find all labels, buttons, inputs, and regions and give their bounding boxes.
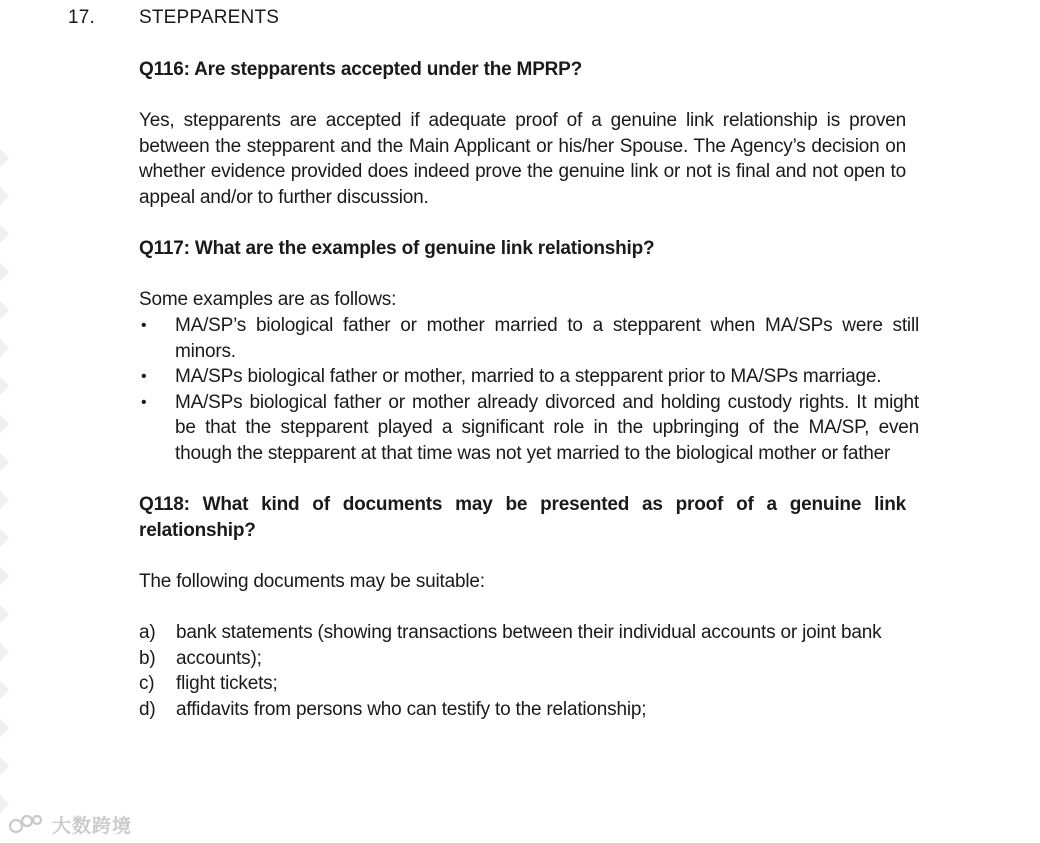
intro-q118: The following documents may be suitable:	[139, 570, 485, 592]
examples-list	[139, 313, 919, 467]
section-title: STEPPARENTS	[139, 7, 280, 28]
bullet-icon: •	[141, 393, 147, 411]
question-q118: Q118: What kind of documents may be presented as proof of a genuine link relationship?	[139, 494, 906, 541]
answer-q116: Yes, stepparents are accepted if adequate proof of a genuine link relationship is proven between the stepparent and the Main Applicant or his/her Spouse. The Agency’s decision on whether evidence provided does indeed prove the genuine link or not is final and not open to appeal and/or to further discussion.	[139, 110, 906, 208]
list-item-text: MA/SPs biological father or mother already divorced and holding custody rights. It might be that the stepparent played a significant role in the upbringing of the MA/SP, even though the stepparent at that time was not yet married to the biological mother or father	[175, 391, 919, 464]
bullet-icon: •	[141, 368, 147, 386]
list-item-text: MA/SPs biological father or mother, married to a stepparent prior to MA/SPs marriage.	[175, 366, 882, 388]
watermark	[8, 810, 132, 838]
documents-list	[139, 620, 906, 722]
watermark-logo-icon	[8, 812, 48, 836]
document-content	[139, 57, 919, 722]
bullet-icon: •	[141, 316, 147, 334]
list-marker: a)	[139, 622, 156, 644]
list-marker: d)	[139, 698, 156, 720]
list-item-text: affidavits from persons who can testify to the relationship;	[176, 698, 647, 720]
list-item	[139, 364, 919, 390]
list-item	[139, 697, 906, 723]
list-item	[139, 313, 919, 364]
list-item-text: accounts);	[176, 647, 262, 669]
list-item	[139, 620, 906, 646]
list-item-text: flight tickets;	[176, 673, 278, 695]
list-item	[139, 646, 906, 672]
list-item	[139, 671, 906, 697]
question-q117: Q117: What are the examples of genuine link relationship?	[139, 238, 655, 260]
question-q116: Q116: Are stepparents accepted under the MPRP?	[139, 59, 583, 80]
intro-q117: Some examples are as follows:	[139, 289, 397, 311]
page-edge-decoration	[0, 150, 8, 830]
list-item-text: MA/SP’s biological father or mother married to a stepparent when MA/SPs were still minors.	[175, 314, 919, 362]
list-marker: c)	[139, 673, 155, 695]
list-item	[139, 390, 919, 467]
list-item-text: bank statements (showing transactions between their individual accounts or joint bank	[176, 622, 882, 644]
watermark-text: 大数跨境	[52, 814, 133, 837]
section-number: 17.	[68, 7, 96, 28]
list-marker: b)	[139, 647, 156, 669]
